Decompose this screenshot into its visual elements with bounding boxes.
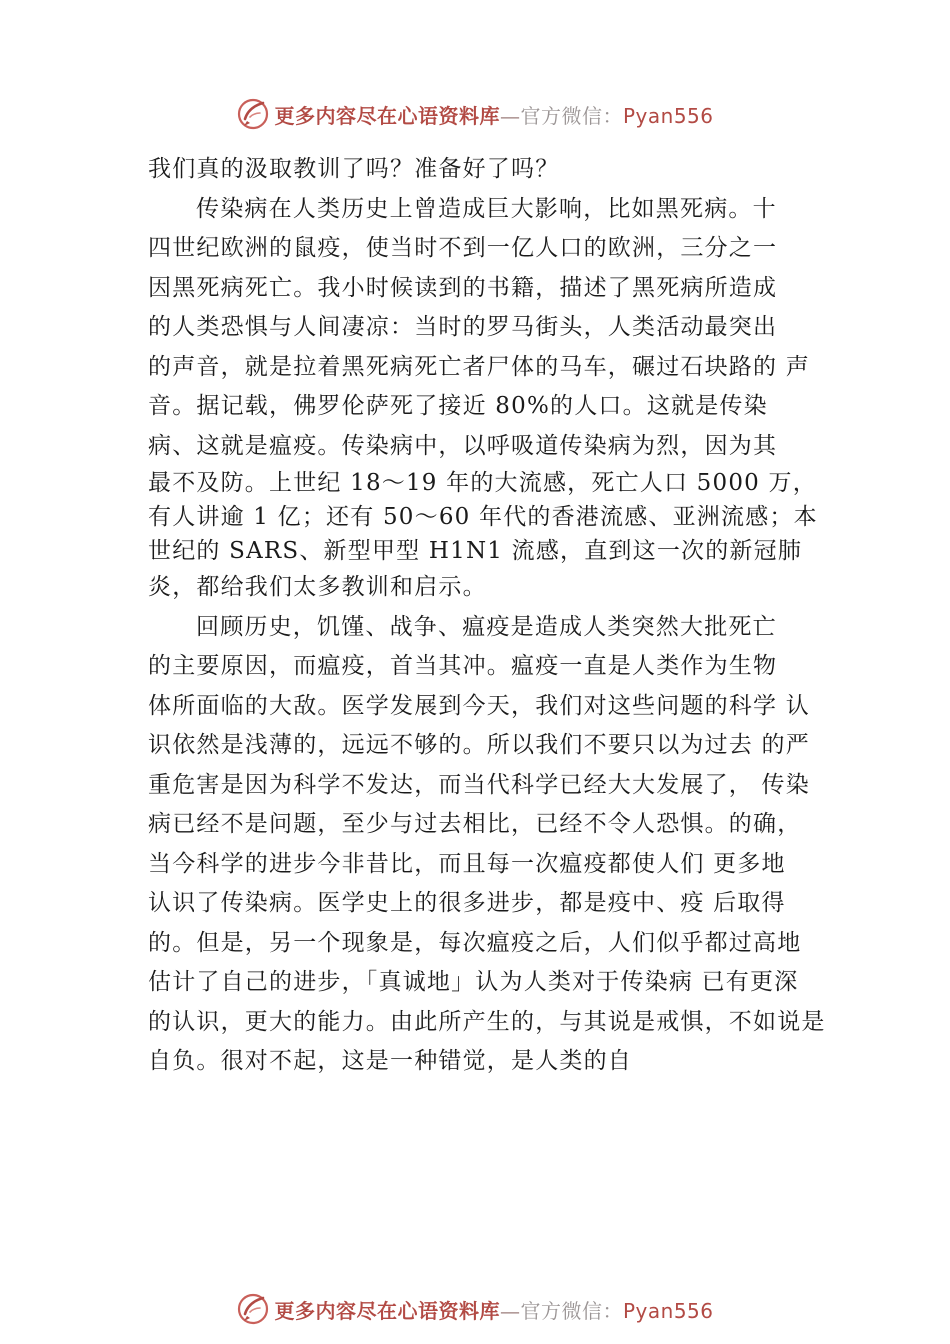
body-line-9: 最不及防。上世纪 18〜19 年的大流感，死亡人口 5000 万， <box>148 470 817 496</box>
body-line-13: 回顾历史，饥馑、战争、瘟疫是造成人类突然大批死亡 <box>196 613 777 640</box>
pen-swirl-logo-icon <box>236 97 270 131</box>
footer-banner <box>0 1289 950 1329</box>
header-wechat-id: Pyan556 <box>622 103 714 128</box>
header-text <box>274 100 713 129</box>
footer-dash: — <box>499 1298 521 1323</box>
body-line-11: 世纪的 SARS、新型甲型 H1N1 流感，直到这一次的新冠肺 <box>148 538 803 564</box>
body-line-3: 四世纪欧洲的鼠疫，使当时不到一亿人口的欧洲，三分之一 <box>148 235 778 261</box>
body-line-14: 的主要原因，而瘟疫，首当其冲。瘟疫一直是人类作为生物 <box>148 653 778 679</box>
header-dash: — <box>499 103 521 128</box>
body-line-24: 自负。很对不起，这是一种错觉，是人类的自 <box>148 1048 632 1074</box>
body-line-20: 认识了传染病。医学史上的很多进步，都是疫中、疫 后取得 <box>148 890 786 916</box>
body-line-19: 当今科学的进步今非昔比，而且每一次瘟疫都使人们 更多地 <box>148 850 786 877</box>
body-line-4: 因黑死病死亡。我小时候读到的书籍，描述了黑死病所造成 <box>148 274 778 301</box>
body-line-8: 病、这就是瘟疫。传染病中，以呼吸道传染病为烈，因为其 <box>148 432 778 459</box>
body-line-7: 音。据记载，佛罗伦萨死了接近 80%的人口。这就是传染 <box>148 393 768 419</box>
footer-text <box>274 1295 713 1324</box>
pen-swirl-logo-icon <box>236 1292 270 1326</box>
body-line-23: 的认识，更大的能力。由此所产生的，与其说是戒惧，不如说是 <box>148 1008 826 1035</box>
body-line-16: 识依然是浅薄的，远远不够的。所以我们不要只以为过去 的严 <box>148 732 810 758</box>
body-line-1: 我们真的汲取教训了吗？准备好了吗？ <box>148 156 560 182</box>
footer-brand: 更多内容尽在心语资料库 <box>274 1298 500 1323</box>
body-line-22: 估计了自己的进步，「真诚地」认为人类对于传染病 已有更深 <box>148 969 799 995</box>
body-line-21: 的。但是，另一个现象是，每次瘟疫之后，人们似乎都过高地 <box>148 929 802 956</box>
footer-label: 官方微信： <box>520 1298 623 1323</box>
body-line-10: 有人讲逾 1 亿；还有 50〜60 年代的香港流感、亚洲流感；本 <box>148 504 818 530</box>
header-label: 官方微信： <box>520 103 623 128</box>
body-line-18: 病已经不是问题，至少与过去相比，已经不令人恐惧。的确， <box>148 811 802 837</box>
body-line-6: 的声音，就是拉着黑死病死亡者尸体的马车，碾过石块路的 声 <box>148 353 810 380</box>
document-body <box>148 150 838 1082</box>
body-line-12: 炎，都给我们太多教训和启示。 <box>148 574 487 600</box>
body-line-2: 传染病在人类历史上曾造成巨大影响，比如黑死病。十 <box>196 195 777 222</box>
body-line-15: 体所面临的大敌。医学发展到今天，我们对这些问题的科学 认 <box>148 692 810 719</box>
header-banner <box>0 94 950 134</box>
header-brand: 更多内容尽在心语资料库 <box>274 103 500 128</box>
body-line-17: 重危害是因为科学不发达，而当代科学已经大大发展了， 传染 <box>148 771 810 798</box>
body-line-5: 的人类恐惧与人间凄凉：当时的罗马街头，人类活动最突出 <box>148 314 778 340</box>
footer-wechat-id: Pyan556 <box>622 1298 714 1323</box>
